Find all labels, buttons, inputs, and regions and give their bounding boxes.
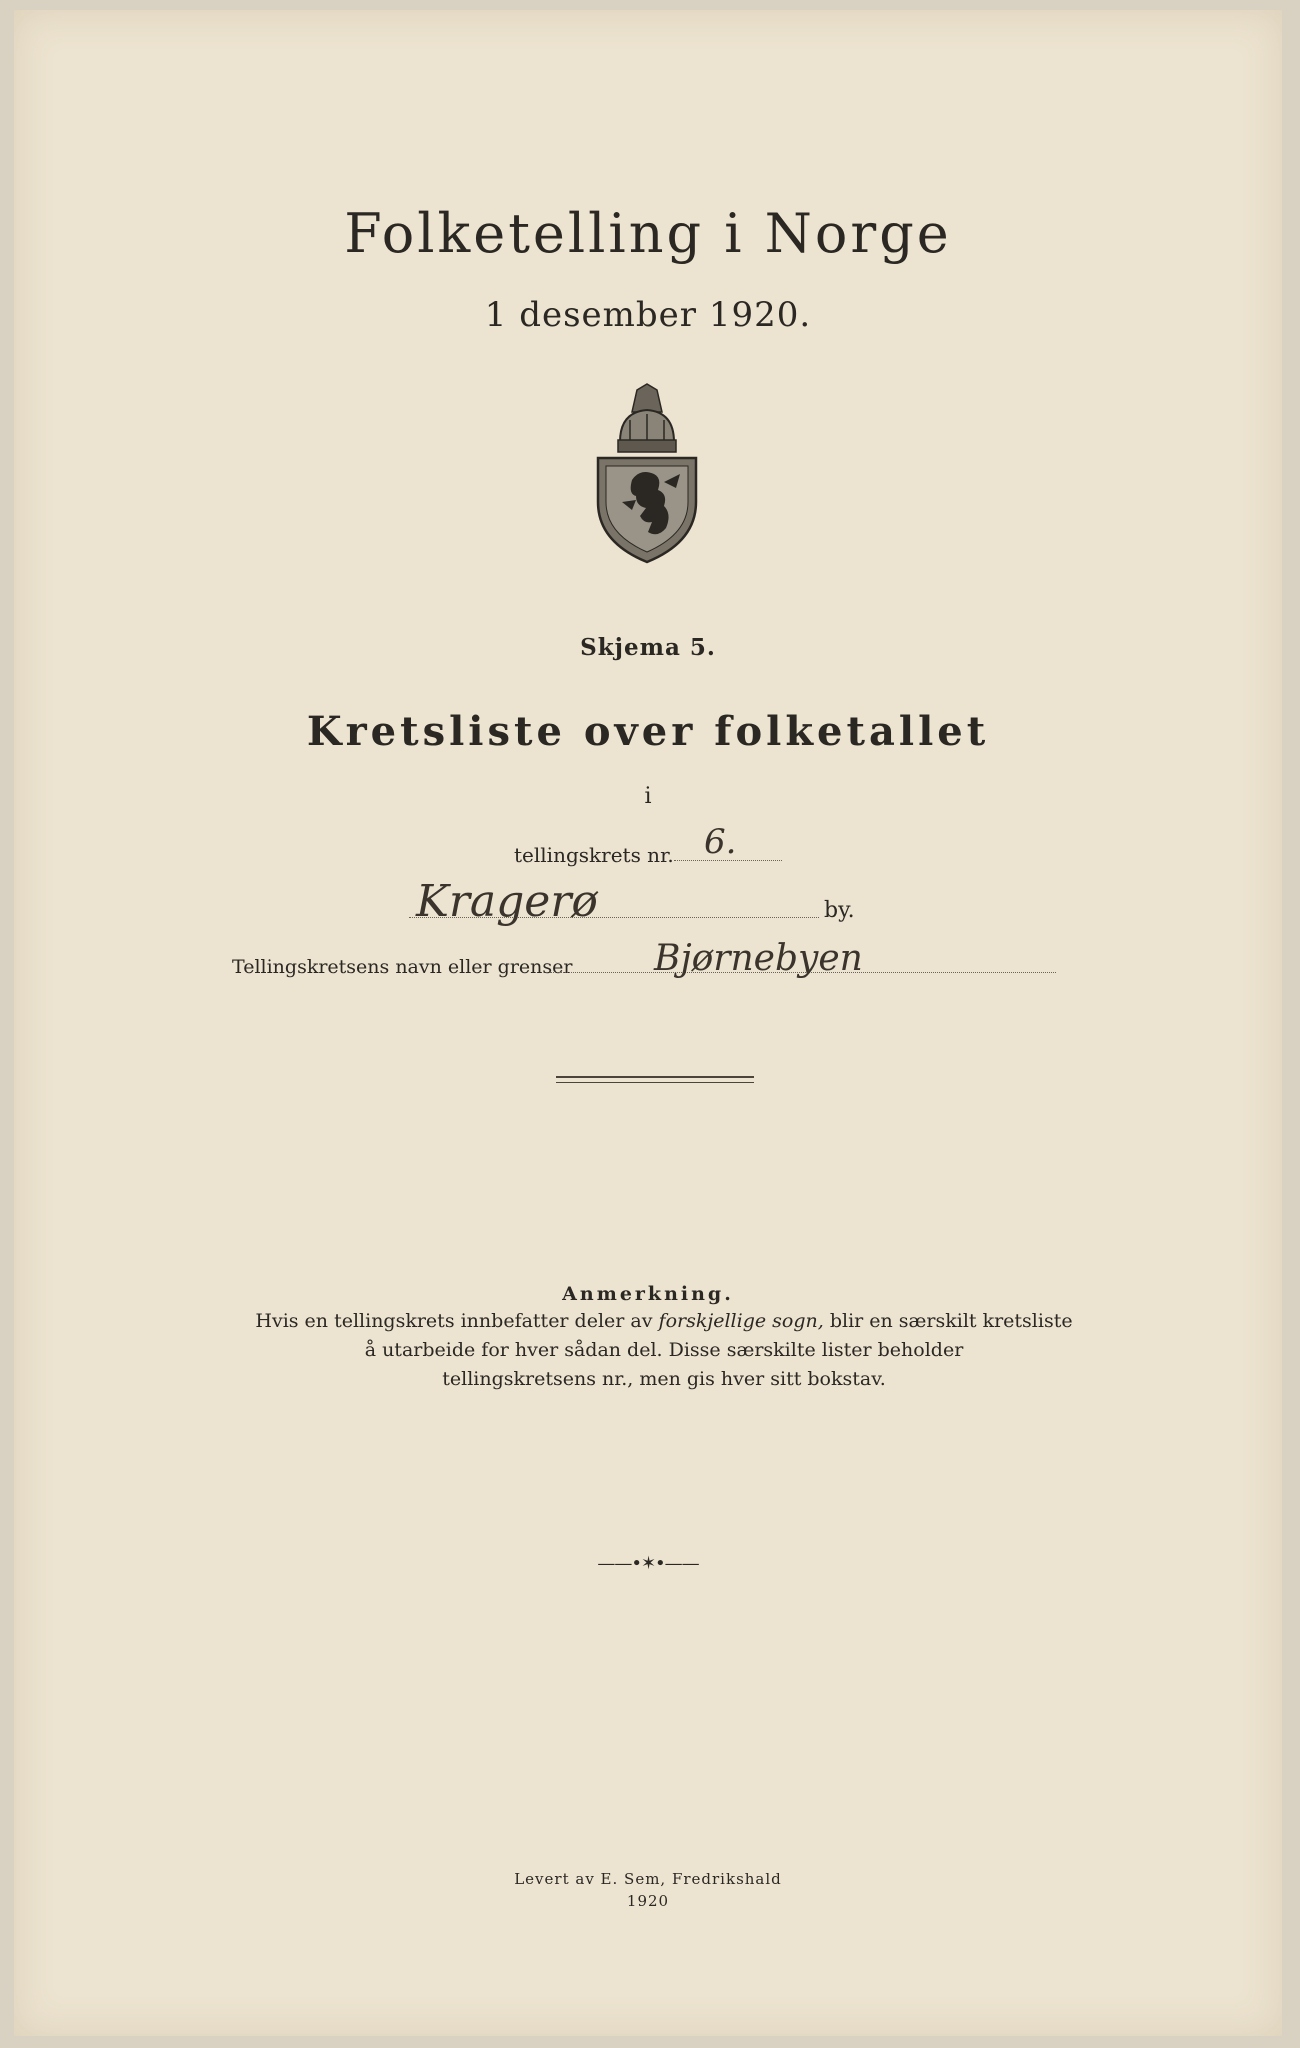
schema-number: Skjema 5.	[580, 634, 716, 661]
census-form-page	[14, 10, 1282, 2036]
printer-line-1: Levert av E. Sem, Fredrikshald	[514, 1870, 782, 1888]
boundaries-label: Tellingskretsens navn eller grenser	[232, 956, 573, 978]
note-line-1	[254, 1307, 1074, 1336]
note-heading: Anmerkning.	[562, 1283, 734, 1305]
census-date: 1 desember 1920.	[484, 295, 812, 335]
coat-of-arms-icon	[592, 382, 702, 564]
town-value: Kragerø	[416, 876, 598, 927]
preposition: i	[644, 784, 652, 809]
note-line-1-part2: blir en særskilt kretsliste	[829, 1310, 1073, 1332]
printer-imprint	[14, 1868, 1282, 1912]
note-emphasis: forskjellige sogn,	[658, 1310, 824, 1332]
town-suffix: by.	[824, 898, 855, 923]
district-number-label: tellingskrets nr.	[514, 843, 674, 867]
ornament-divider: ——•✶•——	[597, 1553, 699, 1574]
divider-rule-thin	[556, 1082, 754, 1083]
printer-line-2: 1920	[626, 1892, 670, 1910]
form-title: Kretsliste over folketallet	[306, 708, 990, 755]
note-line-2: å utarbeide for hver sådan del. Disse særskilte lister beholder	[364, 1339, 964, 1361]
note-text	[254, 1307, 1074, 1394]
page-title: Folketelling i Norge	[344, 202, 952, 265]
district-number-value: 6.	[704, 822, 737, 862]
boundaries-value: Bjørnebyen	[654, 938, 863, 979]
divider-rule	[556, 1076, 754, 1078]
note-line-1-part1: Hvis en tellingskrets innbefatter deler av	[255, 1310, 653, 1332]
note-line-3: tellingskretsens nr., men gis hver sitt bokstav.	[442, 1368, 886, 1390]
